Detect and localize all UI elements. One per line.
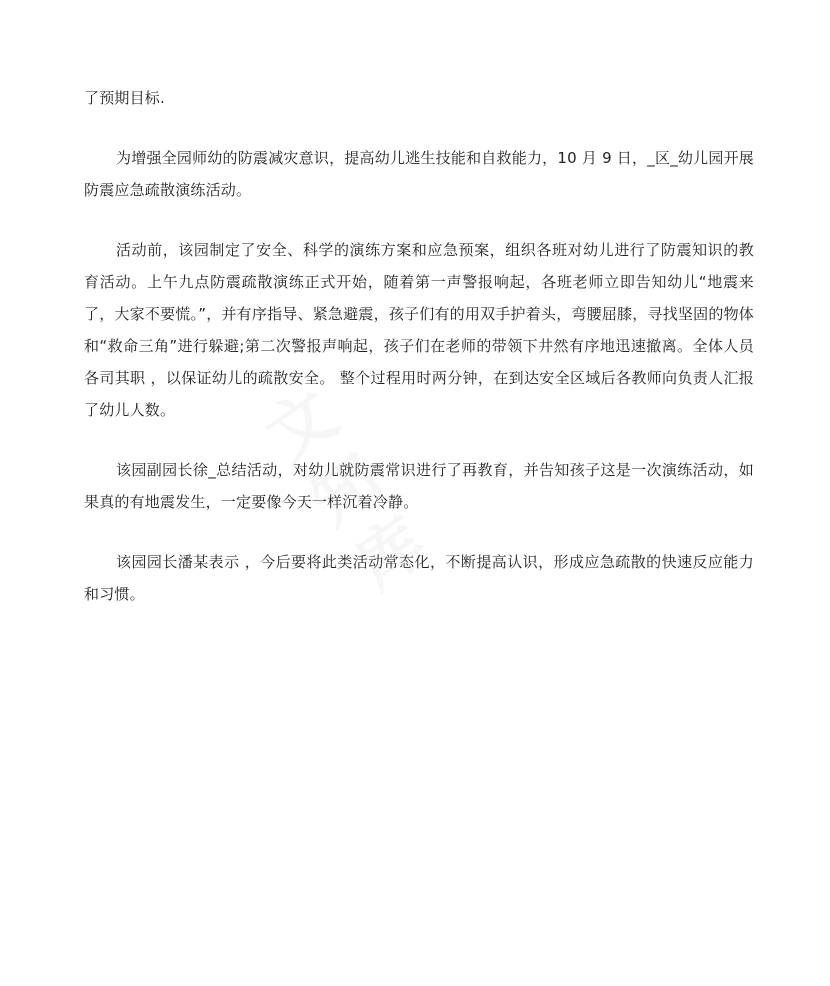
paragraph-drill-process: 活动前，该园制定了安全、科学的演练方案和应急预案，组织各班对幼儿进行了防震知识的教育活动。上午九点防震疏散演练正式开始，随着第一声警报响起，各班老师立即告知幼儿“地震来了，大家不要慌。”，并有序指导、紧急避震，孩子们有的用双手护着头，弯腰屈膝，寻找坚固的物体和“救命三角”进行躲避;第二次警报声响起，孩子们在老师的带领下井然有序地迅速撤离。全体人员各司其职 ，以保证幼儿的疏散安全。 整个过程用时两分钟，在到达安全区域后各教师向负责人汇报了幼儿人数。 [84,241,754,419]
paragraph-principal-statement: 该园园长潘某表示 ，今后要将此类活动常态化，不断提高认识，形成应急疏散的快速反应能力和习惯。 [84,553,754,603]
paragraph-summary: 该园副园长徐_总结活动，对幼儿就防震常识进行了再教育，并告知孩子这是一次演练活动，如果真的有地震发生，一定要像今天一样沉着冷静。 [84,461,754,511]
watermark-glyph: 库 [341,503,440,605]
paragraph-intro: 为增强全园师幼的防震减灾意识，提高幼儿逃生技能和自救能力，10 月 9 日，_区_幼儿园开展防震应急疏散演练活动。 [84,149,754,199]
watermark-glyph: 文 [252,375,351,477]
paragraph-continuation: 了预期目标. [84,89,165,107]
watermark-glyph: 知 [296,439,396,541]
document-body [84,82,754,638]
